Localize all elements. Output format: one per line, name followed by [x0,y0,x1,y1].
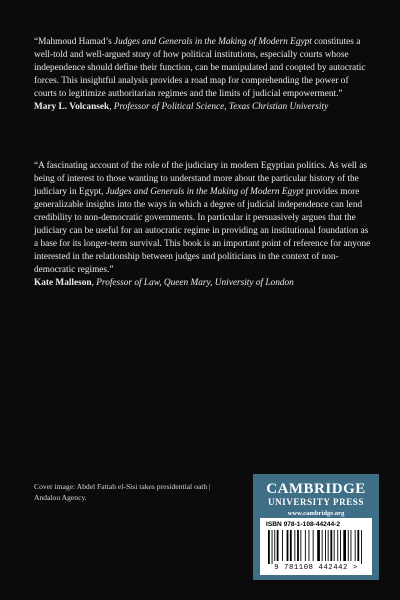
review-1-attribution [34,101,372,114]
review-2-book-title: Judges and Generals in the Making of Modern Egypt [105,187,304,197]
review-1-quote-end: constitutes a well-told and well-argued story of how political institutions, especially courts whose independence should define their function, can be manipulated and coopted by autocratic forces. This insightful analysis provides a road map for comprehending the power of courts to legitimize authoritarian regimes and the limits of judicial empowerment.” [34,37,366,99]
review-1 [34,36,372,114]
review-2-reviewer-name: Kate Malleson [34,278,92,288]
review-2-quote-end: provides more generalizable insights into the ways in which a degree of judicial independence can lend credibility to non-democratic governments. In particular it persuasively argues that the judiciary can be useful for an autocratic regime in providing an institutional foundation as a base for its longer-term survival. This book is an important point of reference for anyone interested in the relationship between judges and politicians in the context of non-democratic regimes.” [34,187,371,275]
barcode-digits: 9 781108 442442 > [274,564,358,572]
isbn-text: ISBN 978-1-108-44244-2 [266,521,341,528]
review-2-quote [34,160,372,277]
publisher-subtitle: UNIVERSITY PRESS [267,497,365,507]
review-1-book-title: Judges and Generals in the Making of Modern Egypt [114,37,312,47]
review-2 [34,160,372,290]
publisher-panel [253,474,379,580]
barcode-icon [266,530,366,564]
review-2-quote-start: “A fascinating account of the role of the judiciary in modern Egyptian politics. As well as being of interest to those wanting to understand more about the particular history of the judiciary in Egypt, [34,161,368,197]
publisher-name: CAMBRIDGE [266,481,366,497]
publisher-url: www.cambridge.org [287,510,345,517]
review-1-quote-start: “Mahmoud Hamad’s [34,37,115,47]
review-2-attribution [34,277,372,290]
review-2-reviewer-title: , Professor of Law, Queen Mary, University of London [91,278,294,288]
cover-image-credit: Cover image: Abdel Fattah el-Sisi takes presidential oath | Andalou Agency. [34,482,211,502]
review-1-reviewer-name: Mary L. Volcansek [34,102,110,112]
review-1-reviewer-title: , Professor of Political Science, Texas Christian University [109,102,329,112]
barcode-box [260,518,372,575]
review-1-quote [34,36,372,101]
